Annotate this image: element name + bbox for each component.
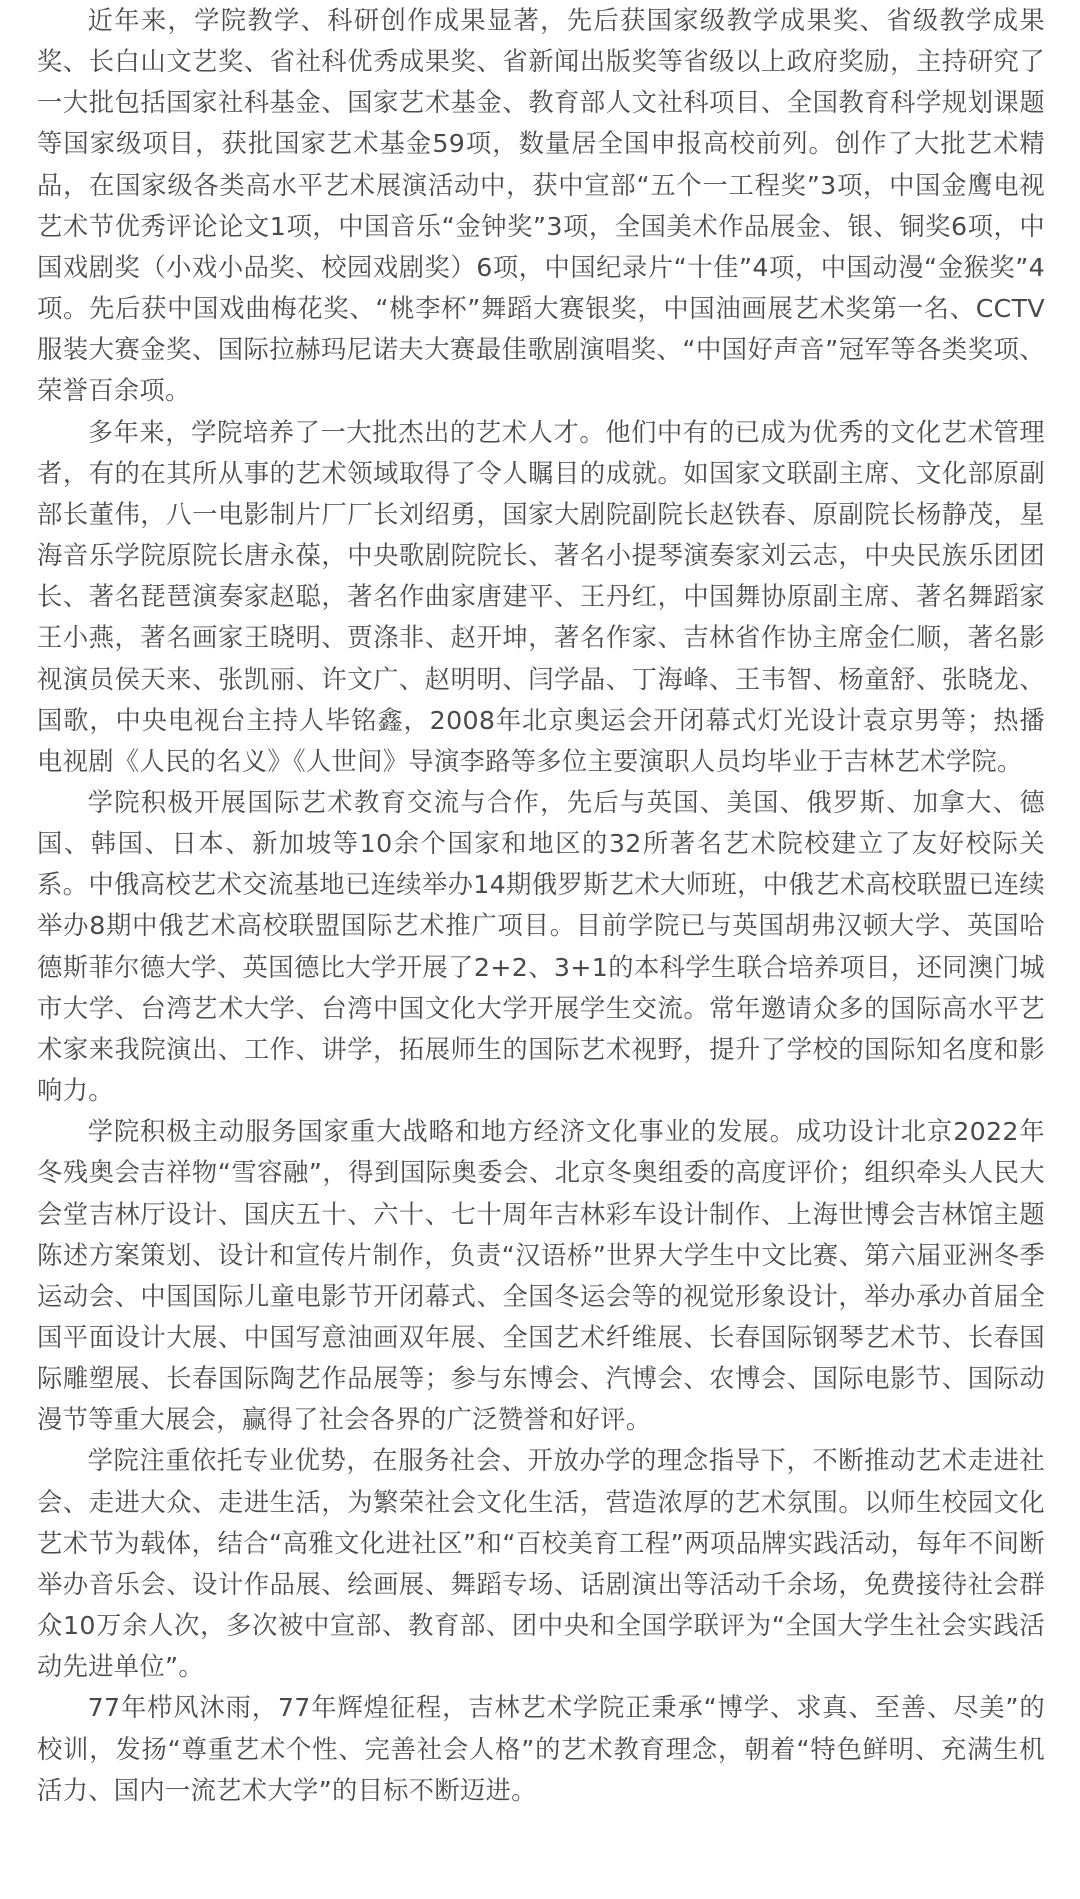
- article-body: [37, 0, 1045, 1899]
- paragraph-alumni: 多年来，学院培养了一大批杰出的艺术人才。他们中有的已成为优秀的文化艺术管理者，有的在其所从事的艺术领域取得了令人瞩目的成就。如国家文联副主席、文化部原副部长董伟，八一电影制片厂厂长刘绍勇，国家大剧院副院长赵铁春、原副院长杨静茂，星海音乐学院原院长唐永葆，中央歌剧院院长、著名小提琴演奏家刘云志，中央民族乐团团长、著名琵琶演奏家赵聪，著名作曲家唐建平、王丹红，中国舞协原副主席、著名舞蹈家王小燕，著名画家王晓明、贾涤非、赵开坤，著名作家、吉林省作协主席金仁顺，著名影视演员侯天来、张凯丽、许文广、赵明明、闫学晶、丁海峰、王韦智、杨童舒、张晓龙、国歌，中央电视台主持人毕铭鑫，2008年北京奥运会开闭幕式灯光设计袁京男等；热播电视剧《人民的名义》《人世间》导演李路等多位主要演职人员均毕业于吉林艺术学院。: [37, 417, 1045, 776]
- paragraph-achievements: 近年来，学院教学、科研创作成果显著，先后获国家级教学成果奖、省级教学成果奖、长白山文艺奖、省社科优秀成果奖、省新闻出版奖等省级以上政府奖励，主持研究了一大批包括国家社科基金、国家艺术基金、教育部人文社科项目、全国教育科学规划课题等国家级项目，获批国家艺术基金59项，数量居全国申报高校前列。创作了大批艺术精品，在国家级各类高水平艺术展演活动中，获中宣部“五个一工程奖”3项，中国金鹰电视艺术节优秀评论论文1项，中国音乐“金钟奖”3项，全国美术作品展金、银、铜奖6项，中国戏剧奖（小戏小品奖、校园戏剧奖）6项，中国纪录片“十佳”4项，中国动漫“金猴奖”4项。先后获中国戏曲梅花奖、“桃李杯”舞蹈大赛银奖，中国油画展艺术奖第一名、CCTV服装大赛金奖、国际拉赫玛尼诺夫大赛最佳歌剧演唱奖、“中国好声音”冠军等各类奖项、荣誉百余项。: [37, 6, 1045, 406]
- paragraph-international-exchange: 学院积极开展国际艺术教育交流与合作，先后与英国、美国、俄罗斯、加拿大、德国、韩国、日本、新加坡等10余个国家和地区的32所著名艺术院校建立了友好校际关系。中俄高校艺术交流基地已连续举办14期俄罗斯艺术大师班，中俄艺术高校联盟已连续举办8期中俄艺术高校联盟国际艺术推广项目。目前学院已与英国胡弗汉顿大学、英国哈德斯菲尔德大学、英国德比大学开展了2+2、3+1的本科学生联合培养项目，还同澳门城市大学、台湾艺术大学、台湾中国文化大学开展学生交流。常年邀请众多的国际高水平艺术家来我院演出、工作、讲学，拓展师生的国际艺术视野，提升了学校的国际知名度和影响力。: [37, 787, 1045, 1106]
- paragraph-closing: 77年栉风沐雨，77年辉煌征程，吉林艺术学院正秉承“博学、求真、至善、尽美”的校训，发扬“尊重艺术个性、完善社会人格”的艺术教育理念，朝着“特色鲜明、充满生机活力、国内一流艺术大学”的目标不断迈进。: [37, 1693, 1045, 1805]
- paragraph-community-outreach: 学院注重依托专业优势，在服务社会、开放办学的理念指导下，不断推动艺术走进社会、走进大众、走进生活，为繁荣社会文化生活，营造浓厚的艺术氛围。以师生校园文化艺术节为载体，结合“高雅文化进社区”和“百校美育工程”两项品牌实践活动，每年不间断举办音乐会、设计作品展、绘画展、舞蹈专场、话剧演出等活动千余场，免费接待社会群众10万余人次，多次被中宣部、教育部、团中央和全国学联评为“全国大学生社会实践活动先进单位”。: [37, 1446, 1045, 1682]
- paragraph-public-service: 学院积极主动服务国家重大战略和地方经济文化事业的发展。成功设计北京2022年冬残奥会吉祥物“雪容融”，得到国际奥委会、北京冬奥组委的高度评价；组织牵头人民大会堂吉林厅设计、国庆五十、六十、七十周年吉林彩车设计制作、上海世博会吉林馆主题陈述方案策划、设计和宣传片制作，负责“汉语桥”世界大学生中文比赛、第六届亚洲冬季运动会、中国国际儿童电影节开闭幕式、全国冬运会等的视觉形象设计，举办承办首届全国平面设计大展、中国写意油画双年展、全国艺术纤维展、长春国际钢琴艺术节、长春国际雕塑展、长春国际陶艺作品展等；参与东博会、汽博会、农博会、国际电影节、国际动漫节等重大展会，赢得了社会各界的广泛赞誉和好评。: [37, 1117, 1045, 1435]
